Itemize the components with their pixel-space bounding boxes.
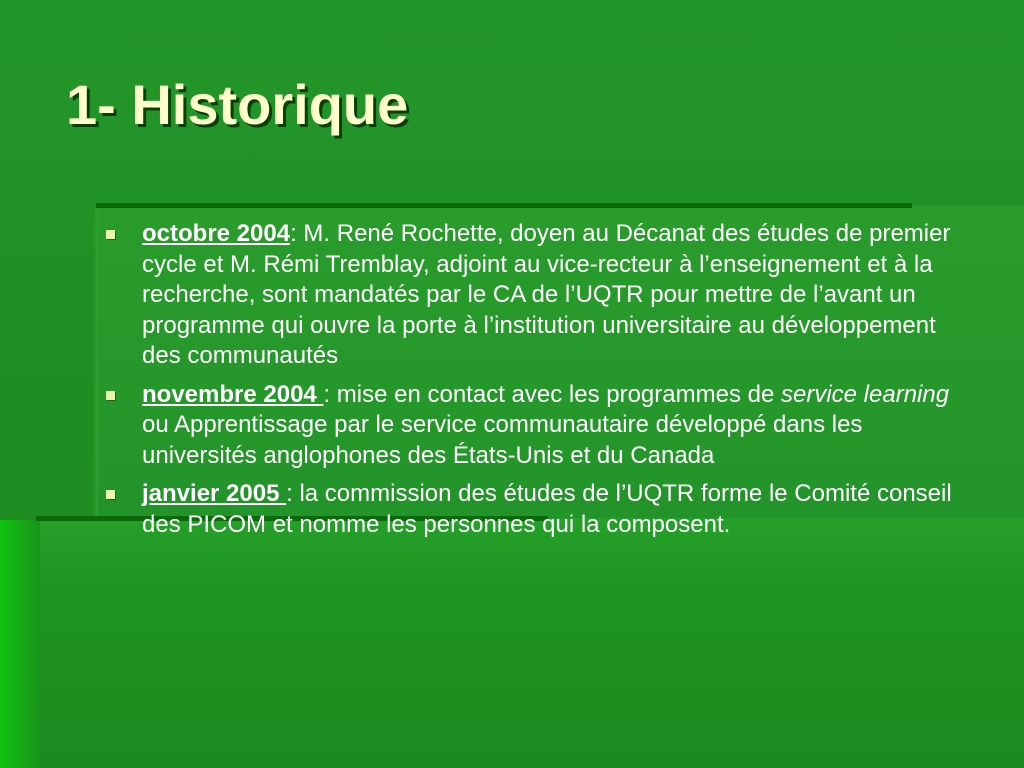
item-text-before: : mise en contact avec les programmes de — [323, 380, 781, 408]
item-text: : la commission des études de l’UQTR forme le Comité conseil des PICOM et nomme les personnes qui la composent. — [142, 480, 952, 538]
square-bullet-icon — [106, 490, 115, 499]
background-panel-lower-edge — [36, 518, 40, 768]
item-text: : M. René Rochette, doyen au Décanat des études de premier cycle et M. Rémi Tremblay, adjoint au vice-recteur à l’enseignement et à la recherche, sont mandatés par le CA de l’UQTR pour mettre de l’avant un programme qui ouvre la porte à l’institution universitaire au développement des communautés — [142, 220, 951, 369]
background-panel-upper-edge — [92, 206, 98, 518]
item-date: octobre 2004 — [142, 220, 291, 247]
divider-bar-top — [96, 203, 912, 208]
slide-title: 1- Historique — [66, 73, 409, 136]
square-bullet-icon — [106, 230, 115, 239]
background-panel-lower — [36, 518, 1024, 768]
bullet-list — [104, 219, 964, 548]
item-date: janvier 2005 — [142, 480, 287, 507]
list-item — [104, 219, 964, 372]
item-emphasis: service learning — [780, 380, 950, 408]
item-date: novembre 2004 — [142, 380, 324, 408]
item-text-after: ou Apprentissage par le service communautaire développé dans les universités anglophones des États-Unis et du Canada — [142, 411, 863, 469]
list-item — [104, 479, 964, 540]
background-panel-left — [0, 520, 40, 768]
square-bullet-icon — [106, 391, 115, 400]
list-item — [104, 380, 964, 472]
